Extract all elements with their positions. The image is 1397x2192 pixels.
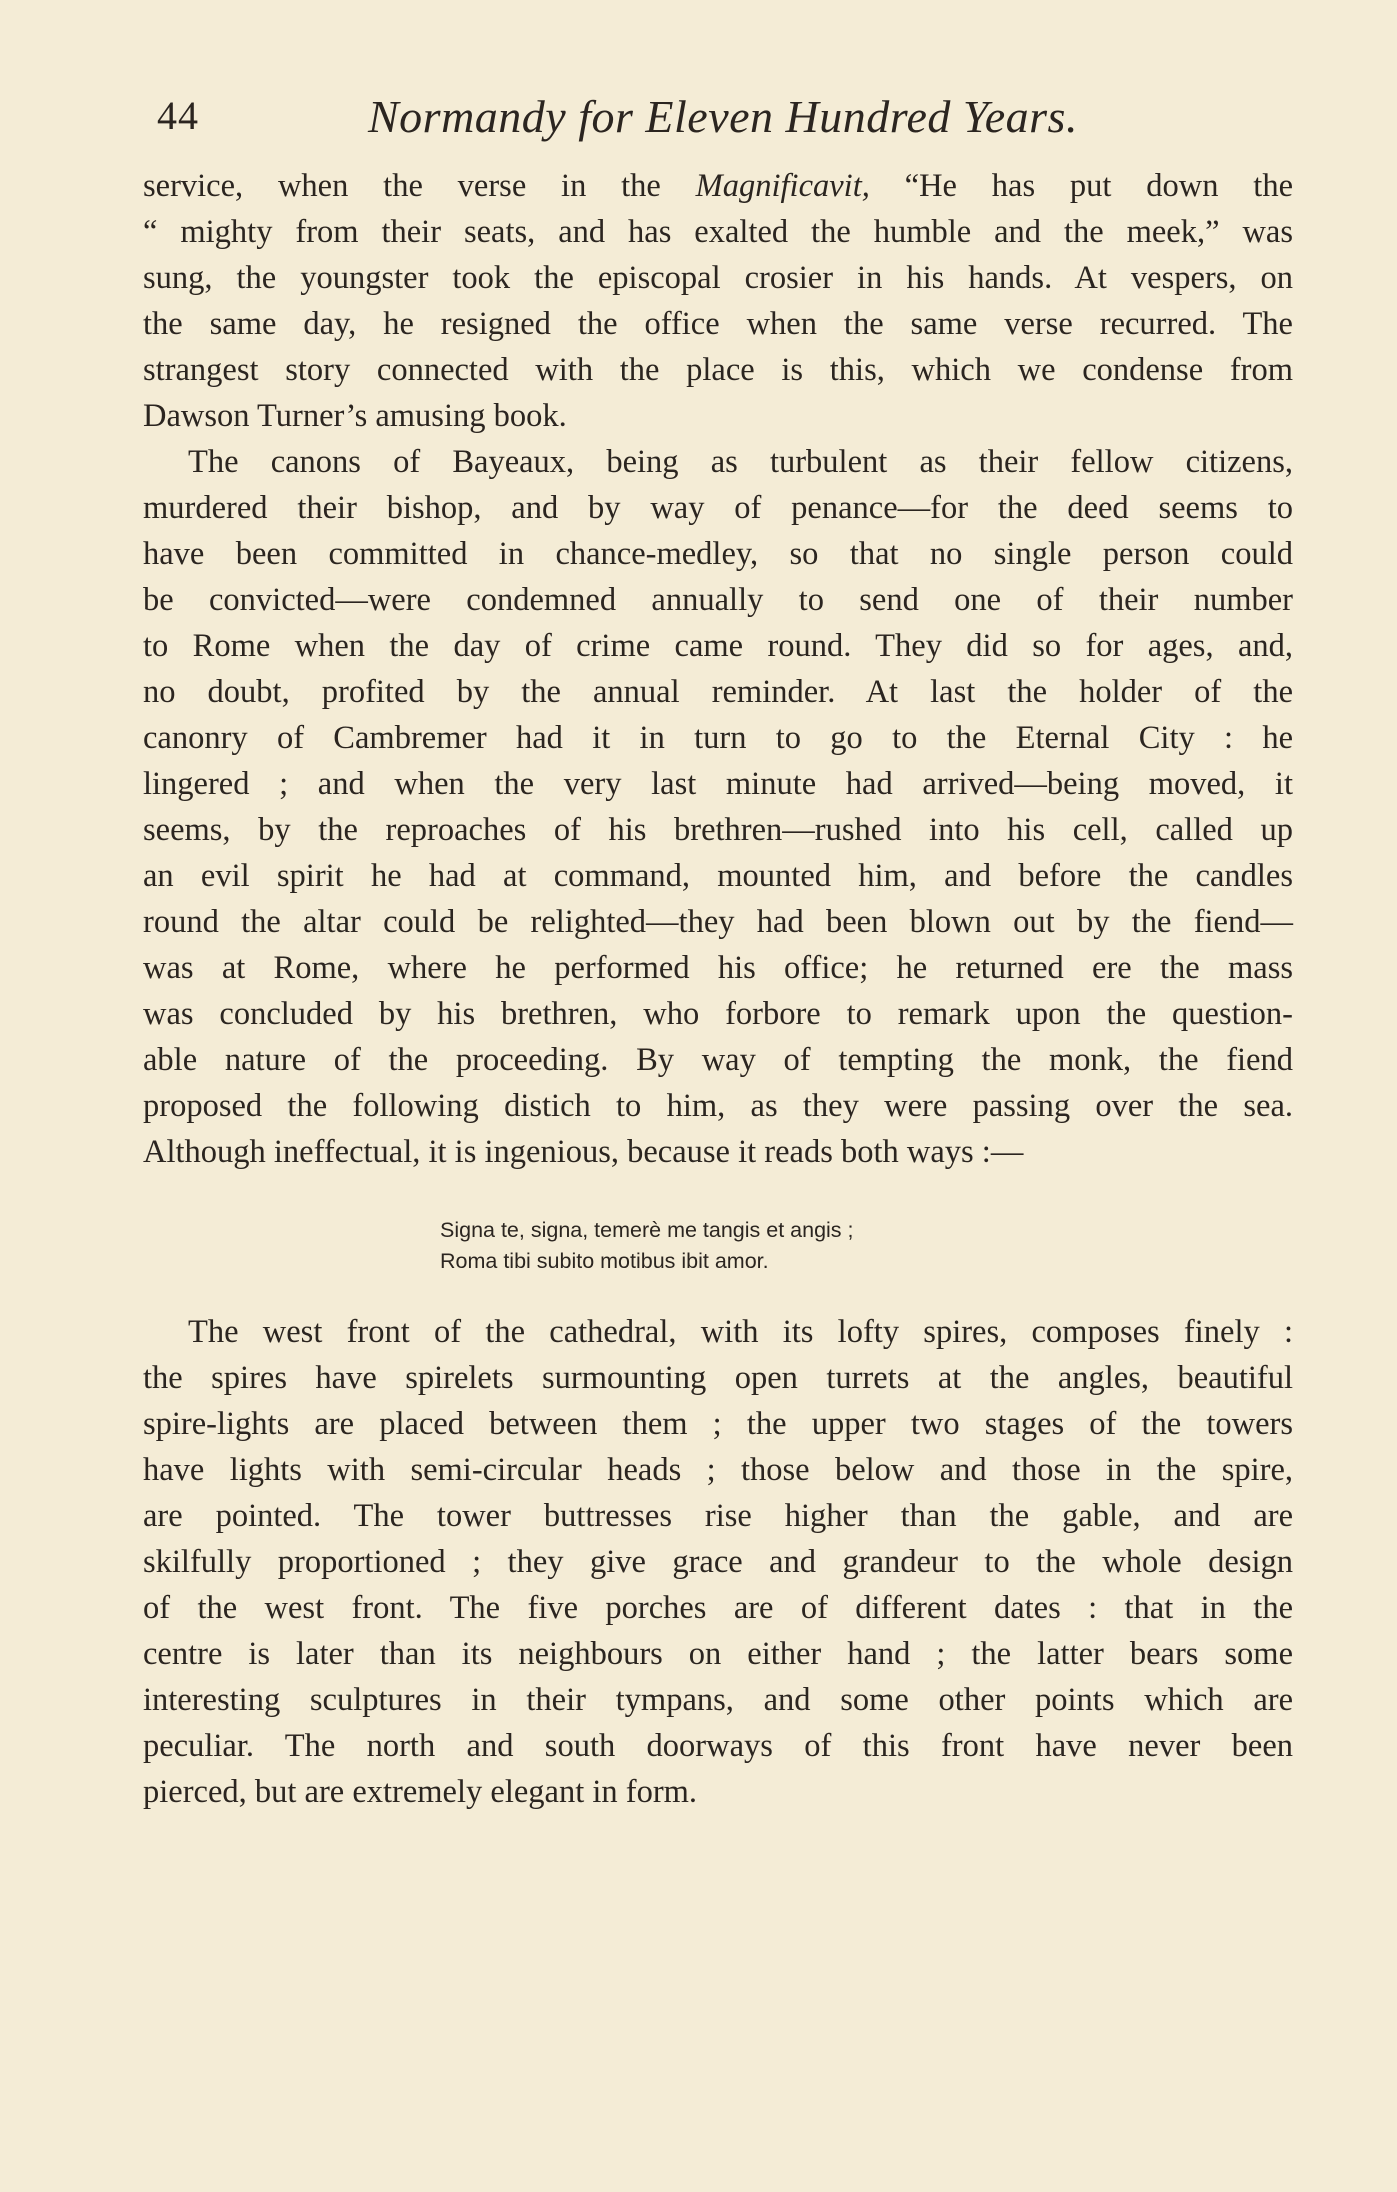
text-line: “ mighty from their seats, and has exalted the humble and the meek,” was (143, 214, 1293, 250)
text-line: have lights with semi-circular heads ; those below and those in the spire, (143, 1452, 1293, 1488)
italic-term: Magnificavit, (695, 168, 870, 204)
latin-distich (440, 1215, 1040, 1277)
text-line: proposed the following distich to him, as they were passing over the sea. (143, 1088, 1293, 1124)
text-line: Although ineffectual, it is ingenious, because it reads both ways :— (143, 1134, 1024, 1170)
text-line: the same day, he resigned the office when the same verse recurred. The (143, 306, 1293, 342)
text-line: the spires have spirelets surmounting open turrets at the angles, beautiful (143, 1360, 1293, 1396)
text-line: canonry of Cambremer had it in turn to go to the Eternal City : he (143, 720, 1293, 756)
text-line: sung, the youngster took the episcopal crosier in his hands. At vespers, on (143, 260, 1293, 296)
text-line: round the altar could be relighted—they had been blown out by the fiend— (143, 904, 1293, 940)
body-text-upper (143, 163, 1293, 1175)
text-line: murdered their bishop, and by way of penance—for the deed seems to (143, 490, 1293, 526)
text-line: service, when the verse in the Magnificavit, “He has put down the (143, 168, 1293, 204)
text-line: an evil spirit he had at command, mounted him, and before the candles (143, 858, 1293, 894)
text-line: of the west front. The five porches are of different dates : that in the (143, 1590, 1293, 1626)
text-line: The canons of Bayeaux, being as turbulent as their fellow citizens, (188, 444, 1293, 480)
running-title: Normandy for Eleven Hundred Years. (368, 91, 1078, 142)
text-line: was concluded by his brethren, who forbore to remark upon the question- (143, 996, 1293, 1032)
text-line: peculiar. The north and south doorways of this front have never been (143, 1728, 1293, 1764)
text-line: centre is later than its neighbours on either hand ; the latter bears some (143, 1636, 1293, 1672)
text-line: seems, by the reproaches of his brethren—rushed into his cell, called up (143, 812, 1293, 848)
text-line: lingered ; and when the very last minute had arrived—being moved, it (143, 766, 1293, 802)
text-line: no doubt, profited by the annual reminder. At last the holder of the (143, 674, 1293, 710)
text-line: The west front of the cathedral, with its lofty spires, composes finely : (188, 1314, 1293, 1350)
verse-line: Signa te, signa, temerè me tangis et angis ; (440, 1218, 854, 1242)
running-head (143, 92, 1293, 152)
text-line: was at Rome, where he performed his office; he returned ere the mass (143, 950, 1293, 986)
text-line: have been committed in chance-medley, so that no single person could (143, 536, 1293, 572)
text-line: skilfully proportioned ; they give grace and grandeur to the whole design (143, 1544, 1293, 1580)
text-line: interesting sculptures in their tympans, and some other points which are (143, 1682, 1293, 1718)
page-number: 44 (157, 93, 199, 138)
verse-line: Roma tibi subito motibus ibit amor. (440, 1249, 769, 1273)
text-line: to Rome when the day of crime came round. They did so for ages, and, (143, 628, 1293, 664)
body-text-lower (143, 1309, 1293, 1815)
text-line: spire-lights are placed between them ; the upper two stages of the towers (143, 1406, 1293, 1442)
text-line: pierced, but are extremely elegant in form. (143, 1774, 698, 1810)
text-line: able nature of the proceeding. By way of tempting the monk, the fiend (143, 1042, 1293, 1078)
text-line: Dawson Turner’s amusing book. (143, 398, 567, 434)
text-line: are pointed. The tower buttresses rise higher than the gable, and are (143, 1498, 1293, 1534)
text-line: strangest story connected with the place is this, which we condense from (143, 352, 1293, 388)
text-line: be convicted—were condemned annually to send one of their number (143, 582, 1293, 618)
